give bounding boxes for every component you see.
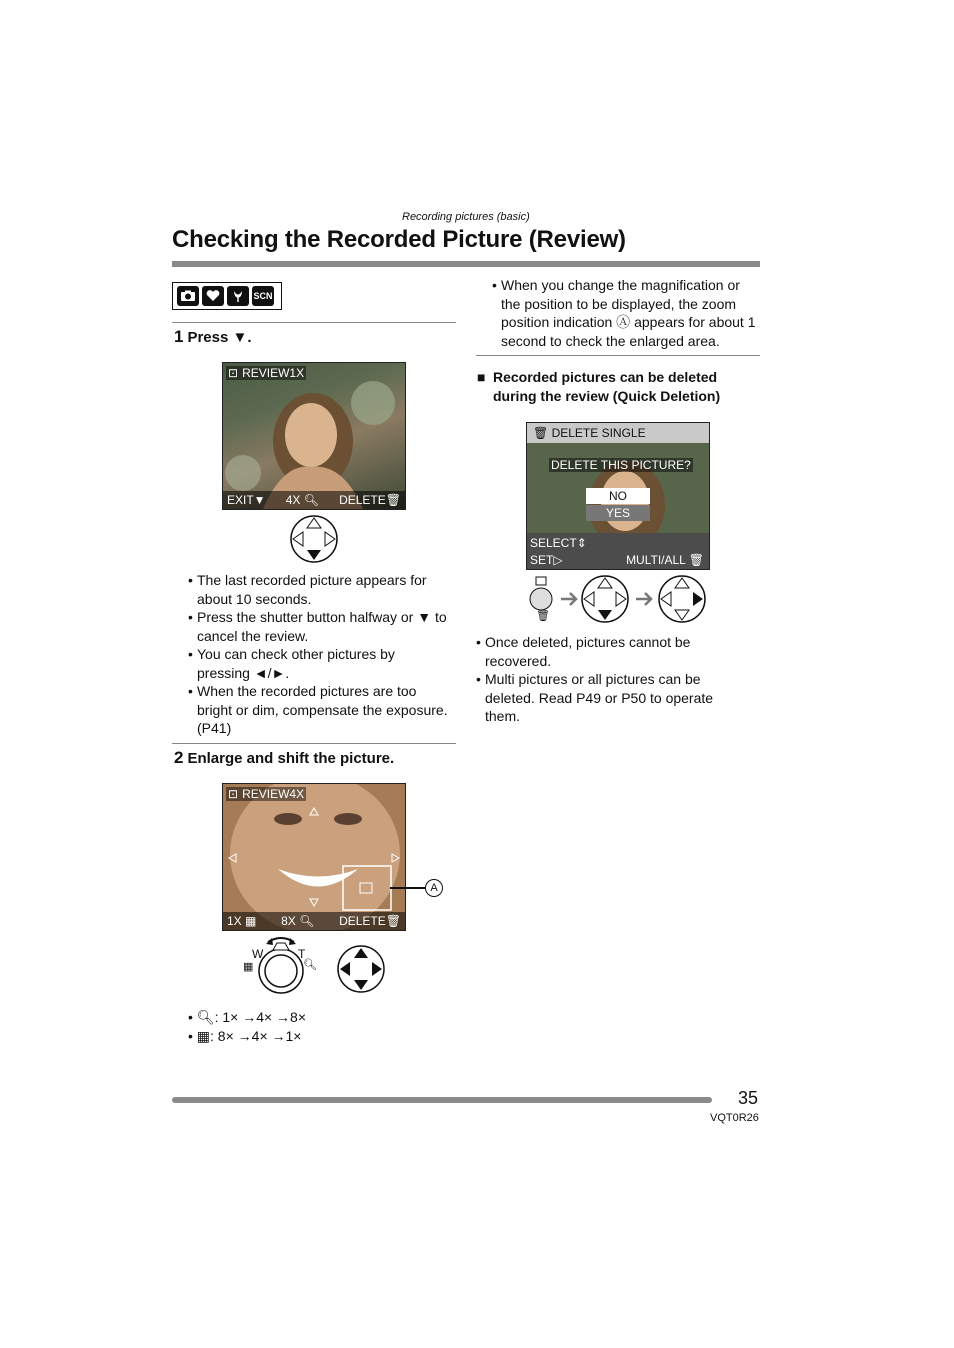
flower-icon bbox=[227, 286, 249, 306]
multi-label: 1X ▦ bbox=[227, 914, 257, 928]
up-down-icon: ⇕ bbox=[576, 536, 587, 550]
footer-bar bbox=[172, 1097, 712, 1103]
marker-leader-line bbox=[390, 887, 426, 889]
set-label: SET▷ bbox=[530, 553, 563, 567]
divider bbox=[476, 355, 760, 356]
review-label: REVIEW4X bbox=[242, 787, 305, 801]
multi-icon: ▦ bbox=[243, 961, 254, 973]
review-label: REVIEW1X bbox=[242, 366, 305, 380]
trash-icon: 🗑︎ bbox=[385, 914, 401, 928]
portrait-photo bbox=[223, 363, 405, 509]
review-icon: ⊡ bbox=[228, 787, 239, 801]
zoom-label: 8X 🔍︎ bbox=[281, 914, 315, 928]
list-item: • The last recorded picture appears for about 10 seconds. bbox=[188, 571, 450, 608]
divider bbox=[172, 322, 456, 323]
step1-notes bbox=[188, 571, 450, 738]
camera-icon bbox=[177, 286, 199, 306]
mode-icons-box bbox=[172, 282, 282, 310]
right-arrow-icon: ▷ bbox=[553, 553, 563, 567]
list-item: • When the recorded pictures are too bright or dim, compensate the exposure. (P41) bbox=[188, 682, 450, 738]
quick-delete-heading: ■ Recorded pictures can be deleted during the review (Quick Deletion) bbox=[477, 369, 721, 404]
review-icon: ⊡ bbox=[228, 366, 239, 380]
zoom-sequence bbox=[188, 1008, 306, 1046]
square-bullet-icon: ■ bbox=[477, 369, 486, 385]
list-item: • Multi pictures or all pictures can be deleted. Read P49 or P50 to operate them. bbox=[476, 670, 746, 726]
cursor-pad-down bbox=[289, 514, 339, 564]
delete-label: DELETE🗑︎ bbox=[339, 493, 401, 507]
step-number: 2 bbox=[174, 748, 184, 767]
document-code: VQT0R26 bbox=[710, 1112, 759, 1124]
yes-option[interactable]: YES bbox=[586, 505, 650, 521]
enlarged-photo bbox=[223, 784, 405, 930]
delete-button-sequence bbox=[526, 573, 712, 629]
magnify-icon: 🔍︎ bbox=[303, 959, 317, 971]
page-number: 35 bbox=[738, 1088, 759, 1108]
step-2 bbox=[174, 748, 394, 768]
list-item: • ▦: 8× →4× →1× bbox=[188, 1028, 302, 1044]
multi-all-label: MULTI/ALL 🗑︎ bbox=[626, 553, 704, 567]
zoom-label: 4X 🔍︎ bbox=[285, 493, 319, 507]
list-item: • Press the shutter button halfway or ▼ to cancel the review. bbox=[188, 608, 450, 645]
delete-single-title: DELETE SINGLE bbox=[551, 426, 646, 440]
screen-footer bbox=[223, 491, 405, 509]
step-1 bbox=[174, 327, 252, 347]
magnify-icon: 🔍︎ bbox=[299, 914, 315, 928]
magnify-icon: 🔍︎ bbox=[196, 1009, 215, 1025]
section-header: Recording pictures (basic) bbox=[402, 211, 530, 223]
scn-icon: SCN bbox=[252, 286, 274, 306]
multi-icon: ▦ bbox=[196, 1028, 211, 1044]
screen-footer bbox=[223, 912, 405, 930]
tele-label: T bbox=[298, 947, 306, 961]
delete-screen bbox=[526, 422, 710, 570]
review-screen-4x bbox=[222, 783, 406, 931]
review-screen-1x bbox=[222, 362, 406, 510]
magnify-icon: 🔍︎ bbox=[303, 493, 319, 507]
no-option[interactable]: NO bbox=[586, 488, 650, 504]
multi-icon: ▦ bbox=[245, 914, 257, 928]
heart-icon bbox=[202, 286, 224, 306]
list-item: • 🔍︎: 1× →4× →8× bbox=[188, 1009, 307, 1025]
step-text: Press ▼. bbox=[187, 329, 252, 346]
trash-icon: 🗑︎ bbox=[533, 426, 549, 440]
magnification-note bbox=[492, 276, 758, 350]
delete-notes bbox=[476, 633, 746, 726]
select-label: SELECT⇕ bbox=[530, 536, 587, 550]
trash-icon: 🗑︎ bbox=[688, 553, 704, 567]
cursor-pad-all bbox=[336, 944, 386, 994]
title-underline bbox=[172, 261, 760, 267]
list-item: • When you change the magnification or the position to be displayed, the zoom position indication Ⓐ appears for about 1 second to check the enlarged area. bbox=[492, 276, 758, 350]
delete-label: DELETE🗑︎ bbox=[339, 914, 401, 928]
list-item: • Once deleted, pictures cannot be recovered. bbox=[476, 633, 746, 670]
delete-question: DELETE THIS PICTURE? bbox=[551, 458, 691, 472]
divider bbox=[172, 743, 456, 744]
wide-label: W bbox=[252, 947, 264, 961]
marker-a: A bbox=[425, 879, 443, 897]
exit-label: EXIT▼ bbox=[227, 493, 266, 507]
step-text: Enlarge and shift the picture. bbox=[187, 750, 395, 767]
page-title: Checking the Recorded Picture (Review) bbox=[172, 226, 626, 253]
list-item: • You can check other pictures by pressing ◄/►. bbox=[188, 645, 450, 682]
trash-icon: 🗑︎ bbox=[536, 610, 550, 622]
trash-icon: 🗑︎ bbox=[385, 493, 401, 507]
step-number: 1 bbox=[174, 327, 184, 346]
